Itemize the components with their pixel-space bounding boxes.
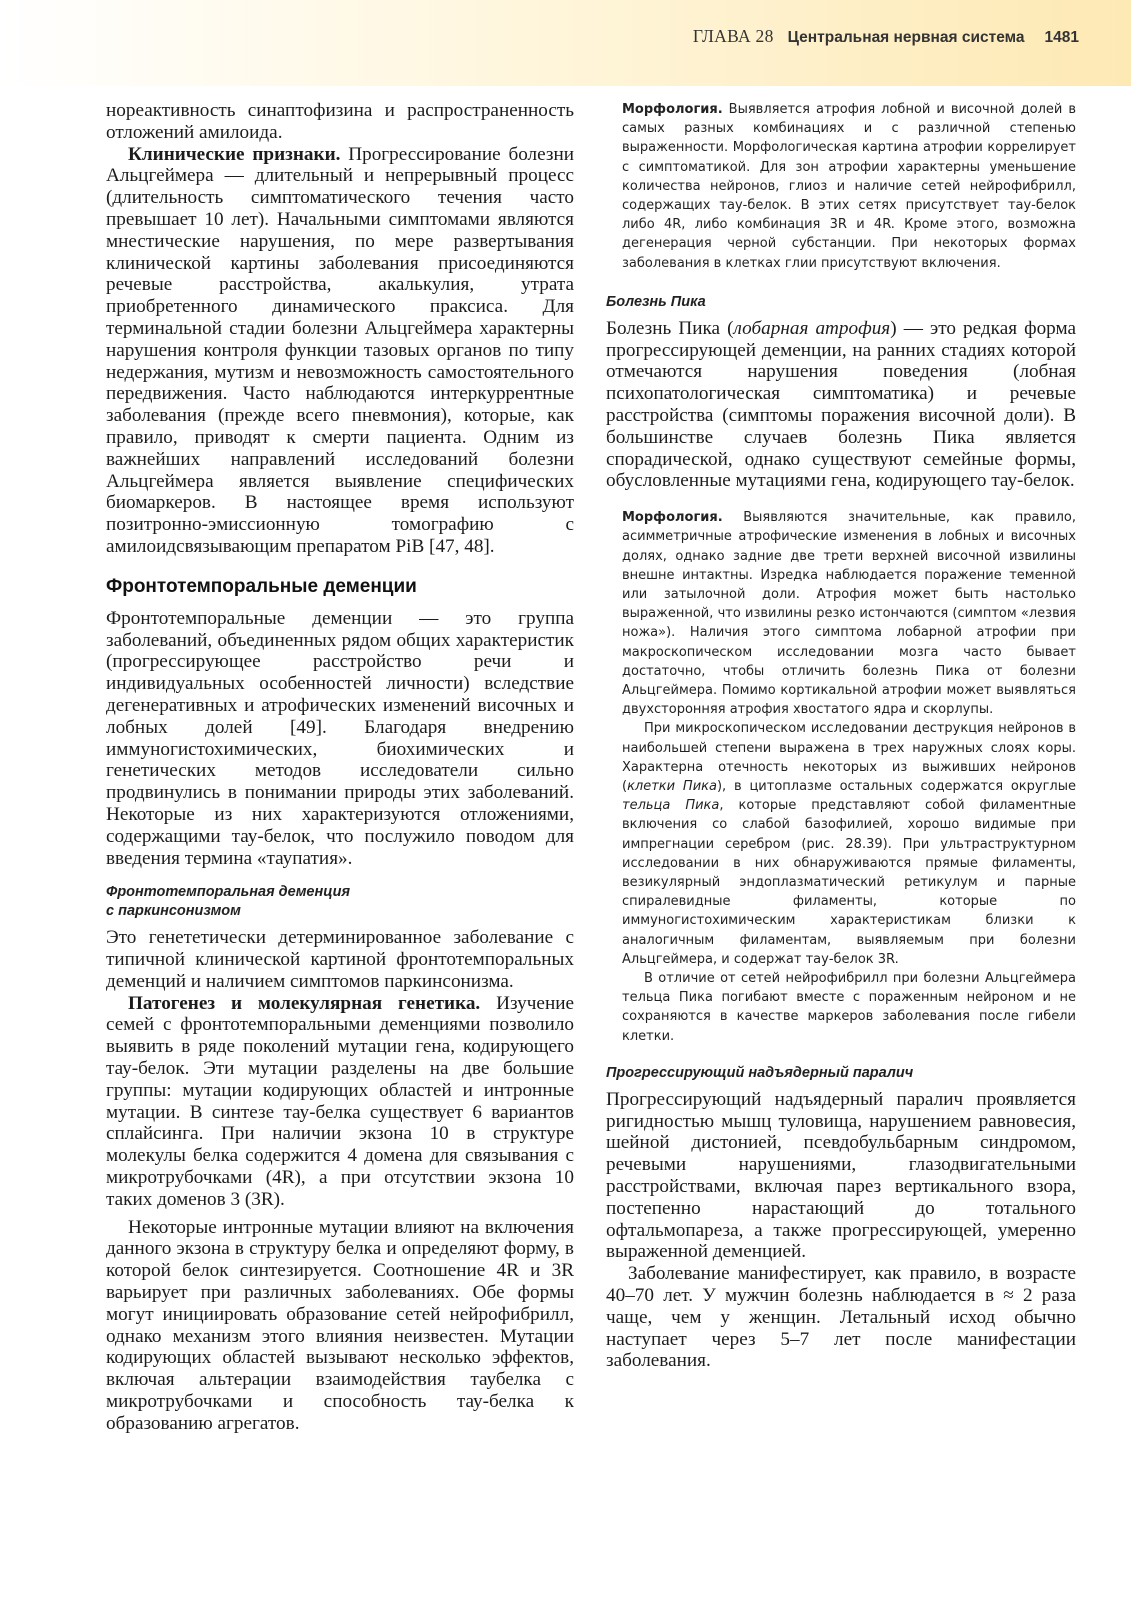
right-column bbox=[606, 100, 1076, 1372]
unlike-paragraph: В отличие от сетей нейрофибрилл при болезни Альцгеймера тельца Пика погибают вместе с пораженным нейроном и не сохраняются в качестве маркеров заболевания после гибели клетки. bbox=[622, 971, 1076, 1044]
paragraph-ftd: Фронтотемпоральные деменции — это группа заболеваний, объединенных рядом общих характеристик (прогрессирующее расстройство речи и индивидуальных особенностей личности) вследствие дегенеративных и атрофических изменений височных и лобных долей [49]. Благодаря внедрению иммуногистохимических, биохимических и генетических методов исследователи сильно продвинулись в понимании природы этих заболеваний. Некоторые из них характеризуются отложениями, содержащими тау-белок, что послужило поводом для введения термина «таупатия». bbox=[106, 607, 574, 869]
chapter-label: ГЛАВА 28 bbox=[692, 26, 774, 46]
paragraph-pick-disease bbox=[606, 318, 1076, 492]
pick-text-end: ) — это редкая форма прогрессирующей деменции, на ранних стадиях которой отмечаются нарушения поведения (лобная психопатологическая симптоматика) и речевые расстройства (симптомы поражения височной доли). В большинстве случаев болезнь Пика является спорадической, однако существуют семейные формы, обусловленные мутациями гена, кодирующего тау-белок. bbox=[606, 317, 1076, 492]
micro-text-italic-bodies: тельца Пика bbox=[622, 798, 720, 814]
paragraph-onset: Заболевание манифестирует, как правило, в возрасте 40–70 лет. У мужчин болезнь наблюдается в ≈ 2 раза чаще, чем у женщин. Летальный исход обычно наступает через 5–7 лет после манифестации заболевания. bbox=[606, 1263, 1076, 1372]
runin-clinical-signs: Клинические признаки. bbox=[128, 143, 341, 165]
left-column bbox=[106, 100, 574, 1435]
micro-text-e: , которые представляют собой филаментные включения со слабой базофилией, хорошо видимые при импрегнации серебром (рис. 28.39). При ультраструктурном исследовании в них обнаруживаются прямые филаменты, везикулярный эндоплазматический ретикулум и парные спиралевидные филаменты, которые по иммуногистохимическим характеристикам близки к аналогичным филаментам, выявляемым при болезни Альцгеймера, и содержат тау-белок 3R. bbox=[622, 798, 1076, 967]
morphology-pick-text: Выявляются значительные, как правило, асимметричные атрофические изменения в лобных и височных долях, однако задние две трети верхней височной извилины внешне интактны. Изредка наблюдается поражение теменной или затылочной доли. Атрофия может быть настолько выраженной, что извилины резко истончаются (симптом «лезвия ножа»). Наличия этого симптома лобарной атрофии при макроскопическом исследовании мозга часто бывает достаточно, чтобы отличить болезнь Пика от болезни Альцгеймера. Помимо кортикальной атрофии может выявляться двухсторонняя атрофия хвостатого ядра и скорлупы. bbox=[622, 510, 1076, 718]
paragraph-ftd-parkinsonism: Это генететически детерминированное заболевание с типичной клинической картиной фронтотемпоральных деменций и наличием симптомов паркинсонизма. bbox=[106, 927, 574, 992]
page-number: 1481 bbox=[1044, 29, 1079, 46]
micro-text-c: ), в цитоплазме остальных содержатся округлые bbox=[716, 779, 1076, 795]
morphology-ftd-paragraph bbox=[622, 100, 1076, 273]
pick-text-italic: лобарная атрофия bbox=[733, 317, 891, 339]
paragraph-continuation: нореактивность синаптофизина и распространенность отложений амилоида. bbox=[106, 100, 574, 143]
micro-text-italic-cells: клетки Пика bbox=[627, 779, 717, 795]
runin-pathogenesis: Патогенез и молекулярная генетика. bbox=[128, 992, 481, 1014]
pathogenesis-text: Изучение семей с фронтотемпоральными деменциями позволило выявить в ряде поколений мутации гена, кодирующего тау-белок. Эти мутации разделены на две большие группы: мутации кодирующих областей и интронные мутации. В синтезе тау-белка существует 6 вариантов сплайсинга. При наличии экзона 10 в структуре молекулы белка содержится 4 домена для связывания с микротрубочками (4R), а при отсутствии экзона 10 таких доменов 3 (3R). bbox=[106, 992, 574, 1210]
microscopy-paragraph bbox=[622, 719, 1076, 969]
morphology-box-pick bbox=[606, 508, 1076, 1046]
paragraph-psp: Прогрессирующий надъядерный паралич проявляется ригидностью мышц туловища, нарушением равновесия, шейной дистонией, псевдобульбарным синдромом, речевыми нарушениями, глазодвигательными расстройствами, включая парез вертикального взора, постепенно нарастающий до тотального офтальмопареза, а также прогрессирующей, умеренно выраженной деменцией. bbox=[606, 1088, 1076, 1263]
subheading-ftd-parkinsonism bbox=[106, 883, 574, 921]
chapter-title: Центральная нервная система bbox=[787, 29, 1025, 46]
section-heading-ftd: Фронтотемпоральные деменции bbox=[106, 575, 417, 597]
morphology-pick-paragraph bbox=[622, 508, 1076, 719]
subheading-psp: Прогрессирующий надъядерный паралич bbox=[606, 1064, 914, 1081]
pick-text-start: Болезнь Пика ( bbox=[606, 317, 734, 339]
subheading-pick-disease: Болезнь Пика bbox=[606, 293, 706, 310]
morphology-ftd-lead: Морфология. bbox=[622, 102, 723, 117]
micro-text-a: При микроскопическом исследовании деструкция нейронов в наибольшей степени выражена в трех наружных слоях коры. Характерна отечность некоторых из выживших нейронов ( bbox=[622, 721, 1076, 795]
paragraph-pathogenesis bbox=[106, 993, 574, 1211]
running-header bbox=[693, 26, 1079, 47]
subheading-line-1: Фронтотемпоральная деменция bbox=[106, 884, 351, 901]
subheading-line-2: с паркинсонизмом bbox=[106, 903, 241, 920]
morphology-ftd-text: Выявляется атрофия лобной и височной долей в самых разных комбинациях и с различной степенью выраженности. Морфологическая картина атрофии коррелирует с симптоматикой. Для зон атрофии характерны уменьшение количества нейронов, глиоз и наличие сетей нейрофибрилл, содержащих тау-белок. В этих сетях присутствует тау-белок либо 4R, либо комбинация 3R и 4R. Кроме этого, возможна дегенерация черной субстанции. При некоторых формах заболевания в клетках глии присутствуют включения. bbox=[622, 102, 1076, 271]
morphology-box-ftd bbox=[606, 100, 1076, 273]
clinical-signs-text: Прогрессирование болезни Альцгеймера — длительный и непрерывный процесс (длительность симптоматического течения часто превышает 10 лет). Начальными симптомами являются мнестические нарушения, по мере развертывания клинической картины заболевания присоединяются речевые расстройства, акалькулия, утрата приобретенного динамического праксиса. Для терминальной стадии болезни Альцгеймера характерны нарушения контроля функции тазовых органов по типу недержания, мутизм и невозможность самостоятельного передвижения. Часто наблюдаются интеркуррентные заболевания (прежде всего пневмония), которые, как правило, приводят к смерти пациента. Одним из важнейших направлений исследований болезни Альцгеймера является выявление специфических биомаркеров. В настоящее время используют позитронно-эмиссионную томографию с амилоидсвязывающим препаратом PiB [47, 48]. bbox=[106, 143, 574, 557]
morphology-pick-lead: Морфология. bbox=[622, 510, 723, 526]
paragraph-clinical-signs bbox=[106, 144, 574, 558]
paragraph-intron-mutations: Некоторые интронные мутации влияют на включения данного экзона в структуру белка и определяют форму, в которой белок синтезируется. Соотношение 4R и 3R варьирует при различных заболеваниях. Обе формы могут инициировать образование сетей нейрофибрилл, однако механизм этого влияния неизвестен. Мутации кодирующих областей вызывают несколько эффектов, включая альтерации взаимодействия таубелка с микротрубочками и способность тау-белка к образованию агрегатов. bbox=[106, 1216, 574, 1434]
